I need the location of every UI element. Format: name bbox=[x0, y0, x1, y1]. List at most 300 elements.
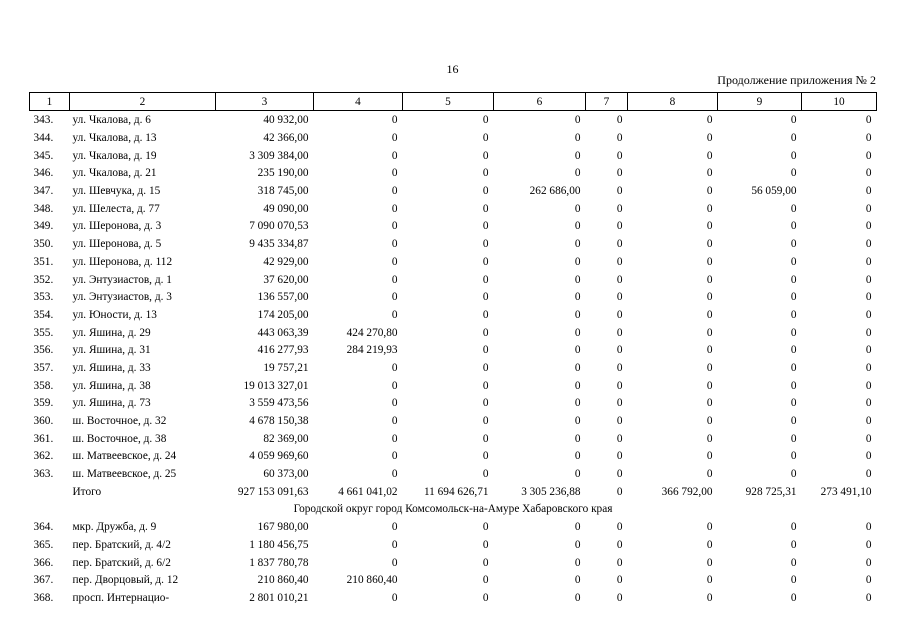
amount-cell: 0 bbox=[790, 308, 797, 321]
amount-cell: 0 bbox=[391, 291, 398, 304]
row-number-cell: 356. bbox=[33, 344, 54, 357]
table-row bbox=[30, 111, 877, 130]
amount-cell: 0 bbox=[391, 432, 398, 445]
address-cell: Итого bbox=[72, 485, 102, 498]
amount-cell: 0 bbox=[865, 574, 872, 587]
amount-cell: 0 bbox=[790, 344, 797, 357]
amount-cell: 0 bbox=[391, 450, 398, 463]
amount-cell: 174 205,00 bbox=[257, 308, 309, 321]
address-cell: ул. Яшина, д. 29 bbox=[72, 326, 151, 339]
amount-cell: 0 bbox=[616, 255, 623, 268]
amount-cell: 0 bbox=[790, 132, 797, 145]
amount-cell: 0 bbox=[482, 149, 489, 162]
column-header: 7 bbox=[586, 93, 628, 111]
address-cell: ш. Матвеевское, д. 24 bbox=[72, 450, 177, 463]
amount-cell: 0 bbox=[482, 379, 489, 392]
row-number-cell: 346. bbox=[33, 167, 54, 180]
amount-cell: 0 bbox=[865, 432, 872, 445]
amount-cell: 0 bbox=[574, 574, 581, 587]
address-cell: пер. Братский, д. 4/2 bbox=[72, 538, 171, 551]
column-header: 3 bbox=[216, 93, 314, 111]
table-row bbox=[30, 537, 877, 555]
table-row bbox=[30, 271, 877, 289]
amount-cell: 0 bbox=[574, 521, 581, 534]
amount-cell: 318 745,00 bbox=[257, 185, 309, 198]
row-number-cell: 344. bbox=[33, 132, 54, 145]
amount-cell: 0 bbox=[482, 132, 489, 145]
amount-cell: 0 bbox=[706, 202, 713, 215]
row-number-cell: 355. bbox=[33, 326, 54, 339]
amount-cell: 0 bbox=[706, 538, 713, 551]
row-number-cell: 348. bbox=[33, 202, 54, 215]
amount-cell: 136 557,00 bbox=[257, 291, 309, 304]
amount-cell: 0 bbox=[482, 361, 489, 374]
amount-cell: 416 277,93 bbox=[257, 344, 309, 357]
amount-cell: 0 bbox=[790, 361, 797, 374]
row-number-cell: 349. bbox=[33, 220, 54, 233]
amount-cell: 0 bbox=[616, 308, 623, 321]
amount-cell: 0 bbox=[706, 308, 713, 321]
amount-cell: 56 059,00 bbox=[751, 185, 797, 198]
amount-cell: 0 bbox=[616, 485, 623, 498]
amount-cell: 0 bbox=[790, 556, 797, 569]
column-header: 2 bbox=[70, 93, 216, 111]
amount-cell: 1 180 456,75 bbox=[249, 538, 309, 551]
amount-cell: 0 bbox=[865, 468, 872, 481]
amount-cell: 210 860,40 bbox=[346, 574, 398, 587]
amount-cell: 3 309 384,00 bbox=[249, 149, 309, 162]
amount-cell: 443 063,39 bbox=[257, 326, 309, 339]
amount-cell: 0 bbox=[391, 220, 398, 233]
table-row bbox=[30, 200, 877, 218]
address-cell: ул. Чкалова, д. 13 bbox=[72, 132, 157, 145]
amount-cell: 0 bbox=[706, 114, 713, 127]
amount-cell: 0 bbox=[865, 361, 872, 374]
amount-cell: 49 090,00 bbox=[263, 202, 309, 215]
table-row bbox=[30, 430, 877, 448]
amount-cell: 0 bbox=[706, 556, 713, 569]
amount-cell: 0 bbox=[790, 291, 797, 304]
amount-cell: 0 bbox=[706, 591, 713, 604]
amount-cell: 0 bbox=[706, 450, 713, 463]
table-row bbox=[30, 572, 877, 590]
column-header: 9 bbox=[718, 93, 802, 111]
row-number-cell: 358. bbox=[33, 379, 54, 392]
amount-cell: 0 bbox=[790, 432, 797, 445]
amount-cell: 0 bbox=[865, 132, 872, 145]
amount-cell: 0 bbox=[865, 379, 872, 392]
amount-cell: 0 bbox=[391, 521, 398, 534]
row-number-cell bbox=[30, 483, 70, 501]
amount-cell: 0 bbox=[574, 273, 581, 286]
address-cell: пер. Дворцовый, д. 12 bbox=[72, 574, 179, 587]
amount-cell: 0 bbox=[790, 255, 797, 268]
row-number-cell: 363. bbox=[33, 468, 54, 481]
amount-cell: 0 bbox=[865, 450, 872, 463]
amount-cell: 0 bbox=[865, 591, 872, 604]
section-row bbox=[30, 501, 877, 519]
table-row bbox=[30, 519, 877, 537]
amount-cell: 0 bbox=[616, 538, 623, 551]
amount-cell: 19 013 327,01 bbox=[243, 379, 309, 392]
amount-cell: 82 369,00 bbox=[263, 432, 309, 445]
amount-cell: 0 bbox=[706, 432, 713, 445]
amount-cell: 0 bbox=[482, 326, 489, 339]
amount-cell: 0 bbox=[574, 326, 581, 339]
amount-cell: 0 bbox=[865, 308, 872, 321]
amount-cell: 0 bbox=[616, 291, 623, 304]
amount-cell: 0 bbox=[574, 308, 581, 321]
amount-cell: 0 bbox=[790, 149, 797, 162]
amount-cell: 42 929,00 bbox=[263, 255, 309, 268]
amount-cell: 0 bbox=[616, 344, 623, 357]
amount-cell: 0 bbox=[790, 538, 797, 551]
table-row bbox=[30, 324, 877, 342]
amount-cell: 0 bbox=[790, 273, 797, 286]
amount-cell: 0 bbox=[865, 255, 872, 268]
amount-cell: 0 bbox=[391, 185, 398, 198]
amount-cell: 0 bbox=[706, 238, 713, 251]
amount-cell: 0 bbox=[865, 202, 872, 215]
amount-cell: 0 bbox=[706, 273, 713, 286]
address-cell: ул. Яшина, д. 33 bbox=[72, 361, 151, 374]
amount-cell: 0 bbox=[482, 238, 489, 251]
amount-cell: 0 bbox=[706, 574, 713, 587]
amount-cell: 0 bbox=[616, 149, 623, 162]
amount-cell: 0 bbox=[391, 167, 398, 180]
amount-cell: 424 270,80 bbox=[346, 326, 398, 339]
amount-cell: 0 bbox=[616, 415, 623, 428]
row-number-cell: 364. bbox=[33, 521, 54, 534]
amount-cell: 284 219,93 bbox=[346, 344, 398, 357]
amount-cell: 11 694 626,71 bbox=[423, 485, 489, 498]
amount-cell: 0 bbox=[574, 132, 581, 145]
amount-cell: 0 bbox=[616, 167, 623, 180]
amount-cell: 0 bbox=[706, 521, 713, 534]
amount-cell: 0 bbox=[482, 468, 489, 481]
row-number-cell: 357. bbox=[33, 361, 54, 374]
amount-cell: 0 bbox=[865, 185, 872, 198]
row-number-cell: 361. bbox=[33, 432, 54, 445]
table-row bbox=[30, 448, 877, 466]
amount-cell: 19 757,21 bbox=[263, 361, 309, 374]
amount-cell: 0 bbox=[574, 361, 581, 374]
row-number-cell: 354. bbox=[33, 308, 54, 321]
amount-cell: 0 bbox=[391, 114, 398, 127]
amount-cell: 0 bbox=[865, 167, 872, 180]
column-header: 8 bbox=[628, 93, 718, 111]
table-row bbox=[30, 466, 877, 484]
amount-cell: 262 686,00 bbox=[529, 185, 581, 198]
amount-cell: 0 bbox=[482, 556, 489, 569]
amount-cell: 0 bbox=[706, 291, 713, 304]
table-row bbox=[30, 307, 877, 325]
amount-cell: 0 bbox=[706, 397, 713, 410]
amount-cell: 0 bbox=[391, 361, 398, 374]
amount-cell: 0 bbox=[574, 291, 581, 304]
address-cell: просп. Интернацио- bbox=[72, 591, 170, 604]
amount-cell: 4 678 150,38 bbox=[249, 415, 309, 428]
amount-cell: 0 bbox=[482, 415, 489, 428]
amount-cell: 0 bbox=[482, 167, 489, 180]
table-row bbox=[30, 413, 877, 431]
amount-cell: 0 bbox=[391, 149, 398, 162]
amount-cell: 0 bbox=[706, 361, 713, 374]
amount-cell: 0 bbox=[616, 114, 623, 127]
amount-cell: 0 bbox=[706, 344, 713, 357]
amount-cell: 0 bbox=[706, 149, 713, 162]
amount-cell: 0 bbox=[616, 591, 623, 604]
amount-cell: 0 bbox=[706, 167, 713, 180]
amount-cell: 928 725,31 bbox=[745, 485, 797, 498]
amount-cell: 0 bbox=[865, 344, 872, 357]
amount-cell: 0 bbox=[865, 538, 872, 551]
amount-cell: 0 bbox=[391, 538, 398, 551]
amount-cell: 0 bbox=[616, 379, 623, 392]
amount-cell: 0 bbox=[616, 202, 623, 215]
row-number-cell: 368. bbox=[33, 591, 54, 604]
amount-cell: 3 305 236,88 bbox=[521, 485, 581, 498]
row-number-cell: 366. bbox=[33, 556, 54, 569]
amount-cell: 0 bbox=[574, 167, 581, 180]
table-row bbox=[30, 289, 877, 307]
amount-cell: 167 980,00 bbox=[257, 521, 309, 534]
amount-cell: 0 bbox=[865, 291, 872, 304]
table-row bbox=[30, 342, 877, 360]
amount-cell: 0 bbox=[706, 220, 713, 233]
amount-cell: 0 bbox=[865, 220, 872, 233]
table-row bbox=[30, 183, 877, 201]
row-number-cell: 365. bbox=[33, 538, 54, 551]
amount-cell: 0 bbox=[790, 202, 797, 215]
amount-cell: 366 792,00 bbox=[661, 485, 713, 498]
amount-cell: 0 bbox=[574, 591, 581, 604]
row-number-cell: 362. bbox=[33, 450, 54, 463]
amount-cell: 0 bbox=[616, 397, 623, 410]
column-header: 4 bbox=[314, 93, 403, 111]
amount-cell: 0 bbox=[865, 521, 872, 534]
amount-cell: 0 bbox=[482, 591, 489, 604]
section-title: Городской округ город Комсомольск-на-Амуре Хабаровского края bbox=[293, 503, 613, 516]
amount-cell: 0 bbox=[482, 450, 489, 463]
amount-cell: 0 bbox=[391, 379, 398, 392]
address-cell: ул. Шеронова, д. 112 bbox=[72, 255, 173, 268]
address-cell: ул. Яшина, д. 38 bbox=[72, 379, 151, 392]
amount-cell: 0 bbox=[482, 397, 489, 410]
amount-cell: 0 bbox=[482, 273, 489, 286]
amount-cell: 0 bbox=[391, 556, 398, 569]
amount-cell: 0 bbox=[574, 397, 581, 410]
table-row bbox=[30, 395, 877, 413]
amount-cell: 3 559 473,56 bbox=[249, 397, 309, 410]
appendix-continuation-label: Продолжение приложения № 2 bbox=[717, 73, 876, 87]
address-cell: ул. Юности, д. 13 bbox=[72, 308, 157, 321]
amount-cell: 0 bbox=[482, 220, 489, 233]
row-number-cell: 343. bbox=[33, 114, 54, 127]
amount-cell: 0 bbox=[706, 379, 713, 392]
amount-cell: 0 bbox=[706, 132, 713, 145]
row-number-cell: 367. bbox=[33, 574, 54, 587]
amount-cell: 0 bbox=[865, 114, 872, 127]
amount-cell: 0 bbox=[706, 415, 713, 428]
address-cell: ул. Шеронова, д. 3 bbox=[72, 220, 162, 233]
page-number: 16 bbox=[446, 62, 459, 76]
address-cell: ул. Яшина, д. 73 bbox=[72, 397, 151, 410]
row-number-cell: 359. bbox=[33, 397, 54, 410]
amount-cell: 0 bbox=[391, 468, 398, 481]
amount-cell: 0 bbox=[706, 468, 713, 481]
amount-cell: 0 bbox=[790, 415, 797, 428]
amount-cell: 0 bbox=[391, 202, 398, 215]
amount-cell: 0 bbox=[865, 556, 872, 569]
table-row bbox=[30, 218, 877, 236]
amount-cell: 0 bbox=[616, 273, 623, 286]
amount-cell: 0 bbox=[790, 591, 797, 604]
amount-cell: 0 bbox=[574, 468, 581, 481]
amount-cell: 0 bbox=[790, 379, 797, 392]
amount-cell: 0 bbox=[616, 432, 623, 445]
address-cell: ул. Энтузиастов, д. 1 bbox=[72, 273, 172, 286]
amount-cell: 0 bbox=[574, 538, 581, 551]
amount-cell: 0 bbox=[865, 273, 872, 286]
column-header: 10 bbox=[802, 93, 877, 111]
amount-cell: 7 090 070,53 bbox=[249, 220, 309, 233]
amount-cell: 0 bbox=[391, 132, 398, 145]
amount-cell: 0 bbox=[391, 591, 398, 604]
amount-cell: 0 bbox=[482, 308, 489, 321]
amount-cell: 4 661 041,02 bbox=[338, 485, 398, 498]
amount-cell: 0 bbox=[391, 255, 398, 268]
table-row bbox=[30, 254, 877, 272]
row-number-cell: 352. bbox=[33, 273, 54, 286]
header-row bbox=[30, 93, 877, 111]
amount-cell: 0 bbox=[574, 202, 581, 215]
amount-cell: 0 bbox=[790, 220, 797, 233]
address-cell: ул. Яшина, д. 31 bbox=[72, 344, 151, 357]
amount-cell: 0 bbox=[616, 361, 623, 374]
amount-cell: 0 bbox=[574, 450, 581, 463]
row-number-cell: 345. bbox=[33, 149, 54, 162]
amount-cell: 4 059 969,60 bbox=[249, 450, 309, 463]
table-row bbox=[30, 165, 877, 183]
amount-cell: 0 bbox=[616, 185, 623, 198]
amount-cell: 0 bbox=[616, 556, 623, 569]
address-cell: ш. Матвеевское, д. 25 bbox=[72, 468, 177, 481]
address-cell: ул. Чкалова, д. 19 bbox=[72, 149, 157, 162]
amount-cell: 0 bbox=[790, 521, 797, 534]
amount-cell: 0 bbox=[482, 255, 489, 268]
amount-cell: 0 bbox=[865, 326, 872, 339]
amount-cell: 0 bbox=[706, 185, 713, 198]
column-header: 6 bbox=[494, 93, 586, 111]
amount-cell: 37 620,00 bbox=[263, 273, 309, 286]
amount-cell: 0 bbox=[574, 415, 581, 428]
address-cell: пер. Братский, д. 6/2 bbox=[72, 556, 171, 569]
amount-cell: 0 bbox=[574, 238, 581, 251]
amount-cell: 0 bbox=[574, 556, 581, 569]
amount-cell: 0 bbox=[482, 114, 489, 127]
amount-cell: 0 bbox=[574, 344, 581, 357]
amount-cell: 0 bbox=[391, 415, 398, 428]
address-cell: ш. Восточное, д. 38 bbox=[72, 432, 167, 445]
amount-cell: 0 bbox=[706, 255, 713, 268]
address-cell: ул. Шеронова, д. 5 bbox=[72, 238, 162, 251]
address-cell: мкр. Дружба, д. 9 bbox=[72, 521, 157, 534]
amount-cell: 0 bbox=[790, 167, 797, 180]
amount-cell: 60 373,00 bbox=[263, 468, 309, 481]
amount-cell: 0 bbox=[790, 468, 797, 481]
table-row bbox=[30, 130, 877, 148]
address-cell: ул. Энтузиастов, д. 3 bbox=[72, 291, 172, 304]
row-number-cell: 347. bbox=[33, 185, 54, 198]
table-row bbox=[30, 360, 877, 378]
amount-cell: 0 bbox=[790, 238, 797, 251]
amount-cell: 2 801 010,21 bbox=[249, 591, 309, 604]
column-header: 5 bbox=[403, 93, 494, 111]
amount-cell: 235 190,00 bbox=[257, 167, 309, 180]
amount-cell: 0 bbox=[574, 220, 581, 233]
amount-cell: 9 435 334,87 bbox=[249, 238, 309, 251]
total-row bbox=[30, 483, 877, 501]
amount-cell: 0 bbox=[865, 397, 872, 410]
address-cell: ул. Шелеста, д. 77 bbox=[72, 202, 160, 215]
table-row bbox=[30, 377, 877, 395]
amount-cell: 0 bbox=[616, 468, 623, 481]
amount-cell: 0 bbox=[482, 344, 489, 357]
amount-cell: 210 860,40 bbox=[257, 574, 309, 587]
amount-cell: 0 bbox=[391, 273, 398, 286]
amount-cell: 0 bbox=[482, 291, 489, 304]
row-number-cell: 360. bbox=[33, 415, 54, 428]
amount-cell: 0 bbox=[616, 132, 623, 145]
amount-cell: 0 bbox=[574, 114, 581, 127]
amount-cell: 273 491,10 bbox=[820, 485, 872, 498]
data-table bbox=[29, 92, 877, 607]
amount-cell: 0 bbox=[482, 432, 489, 445]
amount-cell: 0 bbox=[616, 238, 623, 251]
table-row bbox=[30, 147, 877, 165]
amount-cell: 0 bbox=[482, 538, 489, 551]
amount-cell: 0 bbox=[574, 379, 581, 392]
amount-cell: 1 837 780,78 bbox=[249, 556, 309, 569]
amount-cell: 0 bbox=[616, 450, 623, 463]
amount-cell: 0 bbox=[790, 450, 797, 463]
amount-cell: 0 bbox=[865, 149, 872, 162]
amount-cell: 0 bbox=[616, 220, 623, 233]
amount-cell: 927 153 091,63 bbox=[237, 485, 309, 498]
amount-cell: 0 bbox=[391, 238, 398, 251]
table-row bbox=[30, 590, 877, 608]
amount-cell: 0 bbox=[482, 185, 489, 198]
amount-cell: 0 bbox=[574, 255, 581, 268]
table-row bbox=[30, 554, 877, 572]
amount-cell: 0 bbox=[482, 521, 489, 534]
amount-cell: 0 bbox=[790, 574, 797, 587]
row-number-cell: 350. bbox=[33, 238, 54, 251]
amount-cell: 0 bbox=[482, 574, 489, 587]
amount-cell: 0 bbox=[616, 326, 623, 339]
amount-cell: 0 bbox=[865, 238, 872, 251]
amount-cell: 0 bbox=[706, 326, 713, 339]
amount-cell: 0 bbox=[616, 521, 623, 534]
amount-cell: 40 932,00 bbox=[263, 114, 309, 127]
amount-cell: 0 bbox=[790, 397, 797, 410]
amount-cell: 0 bbox=[865, 415, 872, 428]
amount-cell: 42 366,00 bbox=[263, 132, 309, 145]
amount-cell: 0 bbox=[616, 574, 623, 587]
address-cell: ул. Чкалова, д. 21 bbox=[72, 167, 157, 180]
address-cell: ул. Шевчука, д. 15 bbox=[72, 185, 161, 198]
